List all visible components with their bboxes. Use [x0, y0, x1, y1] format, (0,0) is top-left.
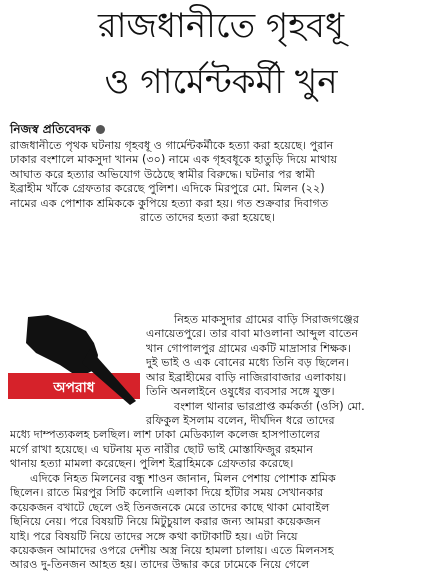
- knife-hand-icon: [8, 313, 140, 409]
- body-line: রফিকুল ইসলাম বলেন, দীর্ঘদিন ধরে তাদের: [146, 414, 335, 427]
- body-line: রাতে তাদের হত্যা করা হয়েছে।: [140, 211, 275, 225]
- crime-label: অপরাধ: [53, 380, 95, 396]
- body-line: আরও দু-তিনজন আহত হয়। তাদের উদ্ধার করে ঢামেকে নিয়ে গেলে: [10, 558, 310, 572]
- body-line: বংশাল থানার ভারপ্রাপ্ত কর্মকর্তা (ওসি) মো.: [174, 399, 365, 413]
- body-line: থানায় হত্যা মামলা করেছেন। পুলিশ ইব্রাহিমকে গ্রেফতার করেছে।: [10, 457, 294, 471]
- body-line: আর ইব্রাহীমের বাড়ি নাজিরাবাজার এলাকায়।: [146, 370, 347, 384]
- body-line: নামের এক পোশাক শ্রমিককে কুপিয়ে হত্যা করা হয়। গত শুক্রবার দিবাগত: [10, 196, 329, 210]
- headline-line-2: ও গার্মেন্টকর্মী খুন: [104, 62, 338, 102]
- body-line: এদিকে নিহত মিলনের বন্ধু শাওন জানান, মিলন পেশায় পোশাক শ্রমিক: [30, 471, 336, 485]
- body-line: দুই ভাই ও এক বোনের মধ্যে তিনি বড় ছিলেন।: [146, 356, 349, 370]
- body-line: তিনি অনলাইনে ওষুধের ব্যবসার সঙ্গে যুক্ত।: [146, 385, 335, 399]
- body-line: ছিনিয়ে নেয়। পরে বিষয়টি নিয়ে মিটুচুয়াল করার জন্য আমরা কয়েকজন: [10, 515, 321, 529]
- body-line: খান গোপালপুর গ্রামের একটি মাদ্রাসার শিক্ষক।: [146, 341, 351, 355]
- body-line: কয়েকজন বখাটে ছেলে ওই তিনজনকে মেরে তাদের কাছে থাকা মোবাইল: [10, 500, 330, 514]
- body-line: মর্গে রাখা হয়েছে। এ ঘটনায় মৃত নারীর ছোট ভাই মোস্তাফিজুর রহমান: [10, 442, 313, 456]
- article-body-side: [146, 313, 433, 414]
- body-line: মধ্যে দাম্পত্যকলহ চলছিল। লাশ ঢাকা মেডিক্যাল কলেজ হাসপাতালের: [10, 428, 320, 442]
- body-line: এনায়েতপুরে। তার বাবা মাওলানা আব্দুল বাতেন: [146, 327, 359, 341]
- body-line: রাজধানীতে পৃথক ঘটনায় গৃহবধূ ও গার্মেন্টকর্মীকে হত্যা করা হয়েছে। পুরান: [10, 139, 334, 152]
- body-line: ছিলেন। রাতে মিরপুর সিটি কলোনি এলাকা দিয়ে হাঁটার সময় সেখানকার: [10, 486, 324, 500]
- byline-bullet-icon: [96, 125, 105, 134]
- body-line: কয়েকজন আমাদের ওপরে দেশীয় অস্ত্র নিয়ে হামলা চালায়। এতে মিলনসহ: [10, 543, 334, 557]
- byline: [10, 121, 105, 141]
- body-line: ঢাকার বংশালে মাকসুদা খানম (৩০) নামে এক গৃহবধূকে হাতুড়ি দিয়ে মাথায়: [10, 153, 338, 167]
- body-line: নিহত মাকসুদার গ্রামের বাড়ি সিরাজগঞ্জের: [174, 313, 360, 326]
- body-line: আঘাত করে হত্যার অভিযোগ উঠেছে স্বামীর বিরুদ্ধে। ঘটনার পর স্বামী: [10, 167, 315, 181]
- headline-line-1: রাজধানীতে গৃহবধূ: [97, 6, 345, 46]
- byline-text: নিজস্ব প্রতিবেদক: [10, 122, 91, 136]
- body-line: ইব্রাহীম খাঁকে গ্রেফতার করেছে পুলিশ। এদিকে মিরপুরে মো. মিলন (২২): [10, 182, 325, 196]
- article-body-bottom: [10, 414, 433, 573]
- crime-illustration: [8, 313, 140, 409]
- body-line: যাই। পরে বিষয়টি নিয়ে তাদের সঙ্গে কথা কাটাকাটি হয়। এটা নিয়ে: [10, 529, 298, 543]
- article-body-top: [10, 139, 433, 226]
